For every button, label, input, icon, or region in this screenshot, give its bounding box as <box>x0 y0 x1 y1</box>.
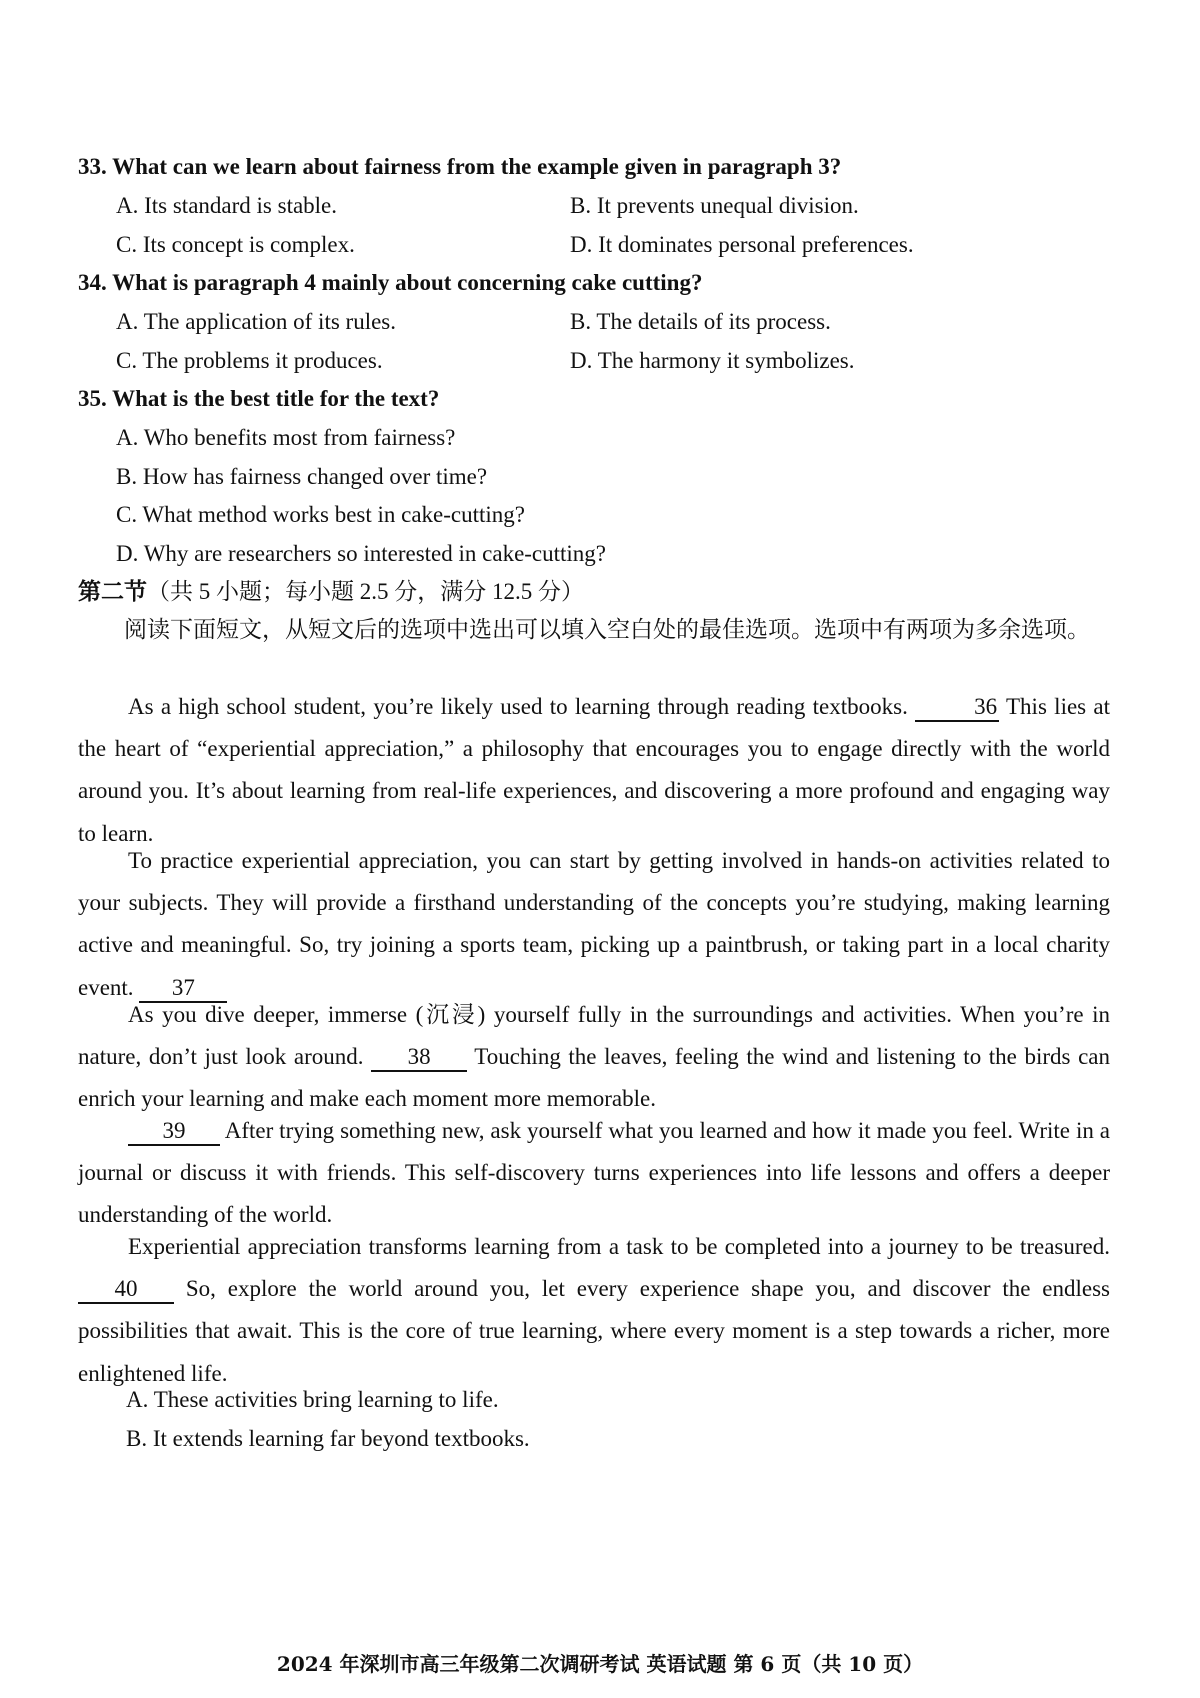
question-33-option-c: C. Its concept is complex. <box>116 232 355 257</box>
question-35-option-d: D. Why are researchers so interested in cake-cutting? <box>116 541 607 566</box>
blank-40: 40 <box>78 1276 174 1304</box>
blank-38: 38 <box>371 1044 467 1072</box>
question-33-option-b: B. It prevents unequal division. <box>570 193 859 218</box>
answer-option-b: B. It extends learning far beyond textbooks. <box>126 1426 530 1451</box>
section-instruction: 阅读下面短文，从短文后的选项中选出可以填入空白处的最佳选项。选项中有两项为多余选项。 <box>124 617 1090 643</box>
question-34-option-c: C. The problems it produces. <box>116 348 383 373</box>
passage-paragraph-1 <box>78 686 1110 855</box>
question-34-stem: 34. What is paragraph 4 mainly about concerning cake cutting? <box>78 270 703 295</box>
blank-39: 39 <box>128 1118 220 1146</box>
question-35-option-a: A. Who benefits most from fairness? <box>116 425 456 450</box>
question-33-stem: 33. What can we learn about fairness from the example given in paragraph 3? <box>78 154 842 179</box>
blank-37: 37 <box>139 975 227 1003</box>
question-35-option-c: C. What method works best in cake-cutting? <box>116 502 526 527</box>
paragraph-3-text: As you dive deeper, immerse (沉浸) yourself fully in the surroundings and activities. When you’re in nature, don’t just look around. <box>78 1002 1110 1070</box>
question-33-option-d: D. It dominates personal preferences. <box>570 232 914 257</box>
question-34-option-d: D. The harmony it symbolizes. <box>570 348 855 373</box>
passage-paragraph-2 <box>78 840 1110 1009</box>
paragraph-3-rest: Touching the leaves, feeling the wind and listening to the birds can enrich your learning and make each moment more memorable. <box>78 1044 1110 1112</box>
paragraph-4-text: After trying something new, ask yourself what you learned and how it made you feel. Write in a journal or discuss it with friends. This self-discovery turns experiences into life lessons and offers a deeper understanding of the world. <box>78 1118 1111 1228</box>
question-35-option-b: B. How has fairness changed over time? <box>116 464 488 489</box>
paragraph-5-rest: So, explore the world around you, let every experience shape you, and discover the endless possibilities that await. This is the core of true learning, where every moment is a step towards a richer, more enlightened life. <box>78 1276 1111 1386</box>
blank-36: 36 <box>915 694 999 722</box>
paragraph-5-text: Experiential appreciation transforms learning from a task to be completed into a journey to be treasured. <box>128 1234 1110 1259</box>
passage-paragraph-5 <box>78 1226 1110 1395</box>
section-meta: （共 5 小题；每小题 2.5 分，满分 12.5 分） <box>147 579 584 604</box>
question-33-option-a: A. Its standard is stable. <box>116 193 338 218</box>
answer-option-a: A. These activities bring learning to life. <box>126 1387 499 1412</box>
page-footer: 2024 年深圳市高三年级第二次调研考试 英语试题 第 6 页（共 10 页） <box>276 1652 924 1676</box>
section-title: 第二节 <box>78 579 147 604</box>
passage-paragraph-4 <box>78 1110 1110 1237</box>
question-34-option-b: B. The details of its process. <box>570 309 831 334</box>
paragraph-2-text: To practice experiential appreciation, you can start by getting involved in hands-on activities related to your subjects. They will provide a firsthand understanding of the concepts you’re studying, making learning active and meaningful. So, try joining a sports team, picking up a paintbrush, or taking part in a local charity event. <box>78 848 1110 1000</box>
paragraph-1-rest: This lies at the heart of “experiential appreciation,” a philosophy that encourages you to engage directly with the world around you. It’s about learning from real-life experiences, and discovering a more profound and engaging way to learn. <box>78 694 1110 846</box>
question-34-option-a: A. The application of its rules. <box>116 309 396 334</box>
paragraph-1-text: As a high school student, you’re likely used to learning through reading textbooks. <box>128 694 908 719</box>
section-heading <box>78 577 584 607</box>
passage-paragraph-3 <box>78 994 1110 1121</box>
question-35-stem: 35. What is the best title for the text? <box>78 386 440 411</box>
